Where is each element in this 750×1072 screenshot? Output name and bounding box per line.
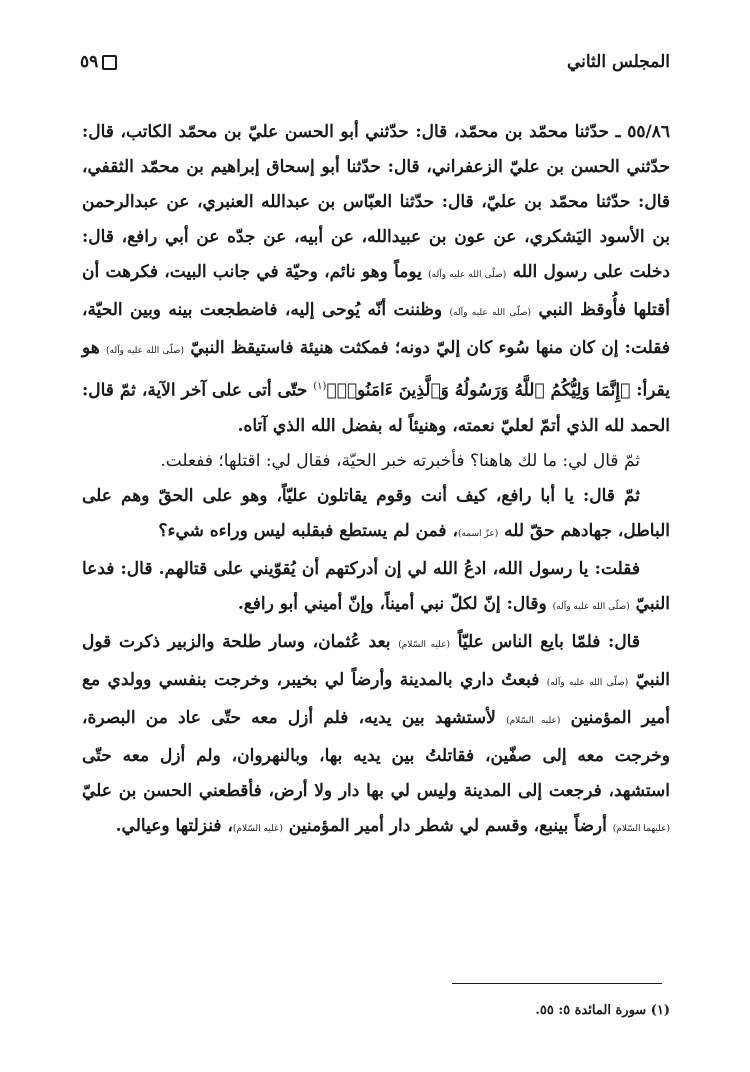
honorific: (عليهما السّلام) [612,823,670,834]
footnote-divider [452,983,662,984]
paragraph-3-text: ثمّ قال: يا أبا رافع، كيف أنت وقوم يقاتلون عليّاً، وهو على الحقّ وهم على الباطل، جهادهم حقّ لله [82,485,670,541]
honorific: (صلّى الله عليه وآله) [428,270,507,280]
paragraph-5-text-b: بعد عُثمان، وسار طلحة والزبير ذكرت قول النبيّ [82,631,670,690]
running-title: المجلس الثاني [566,52,670,72]
footnote: (١) سورة المائدة ٥: ٥٥. [535,1003,670,1018]
square-ornament-icon [102,55,117,70]
paragraph-5-text-d: لأستشهد بين يديه، فلم أزل معه حتّى عاد من البصرة، وخرجت معه إلى صفّين، فقاتلتُ بين يديه بها، وبالنهروان، ولم أزل معه حتّى استشهد، فرجعت إلى المدينة وليس لي بها دار ولا أرض، فأقطعني الحسن بن عليّ [82,707,670,801]
paragraph-4 [82,552,670,625]
honorific: (صلّى الله عليه وآله) [546,677,629,688]
paragraph-3-text-b: ، فمن لم يستطع فبقلبه ليس وراءه شيء؟ [158,520,458,541]
honorific: (عليه السّلام) [232,823,283,834]
paragraph-5-text-a: قال: فلمّا بايع الناس عليّاً [450,631,640,652]
page-header [80,42,670,82]
paragraph-5 [82,625,670,847]
paragraph-5-text-c: فبعتُ داري بالمدينة وأرضاً لي بخيبر، وخرجت بنفسي وولدي مع أمير المؤمنين [82,669,670,728]
paragraph-2-text: ثمّ قال لي: ما لك هاهنا؟ فأخبرته خبر الحيّة، فقال لي: اقتلها؛ ففعلت. [160,450,640,471]
hadith-text-a: حدّثنا محمّد بن محمّد، قال: حدّثني أبو الحسن عليّ بن محمّد الكاتب، قال: حدّثني الحسن بن عليّ الزعفراني، قال: حدّثنا أبو إسحاق إبراهيم بن محمّد الثقفي، قال: حدّثنا محمّد بن عليّ، قال: حدّثنا العبّاس بن عبدالله العنبري، عن عبدالرحمن بن الأسود اليَشكري، عن عون بن عبيدالله، عن أبيه، عن جدّه عن أبي رافع، قال: دخلت على رسول الله [82,122,670,282]
paragraph-5-text-f: ، فنزلتها وعيالي. [115,815,233,836]
hadith-text-b: يوماً وهو نائم، وحيّة في جانب البيت، فكرهت أن أقتلها فأُوقظ النبي [82,262,670,320]
hadith-text-e: حتّى أتى على آخر الآية، ثمّ قال: الحمد لله الذي أتمّ لعليّ نعمته، وهنيئاً له بفضل الله الذي آتاه. [82,380,670,436]
paragraph-2 [82,444,670,479]
hadith-text-c: وظننت أنّه يُوحى إليه، فاضطجعت بينه وبين الحيّة، فقلت: إن كان منها سُوء كان إليّ دونه؛ فمكثت هنيئة فاستيقظ النبيّ [82,300,670,358]
quran-verse: ﴿إِنَّمَا وَلِيُّكُمُ ٱللَّهُ وَرَسُولُهُ وَٱلَّذِينَ ءَامَنُوا۟﴾ [326,380,631,401]
honorific: (صلّى الله عليه وآله) [552,601,630,612]
paragraph-5-text-e: أرضاً بينبع، وقسم لي شطر دار أمير المؤمنين [282,815,613,836]
honorific: (صلّى الله عليه وآله) [106,346,185,356]
paragraph-4-text-b: وقال: إنّ لكلّ نبي أميناً، وإنّ أميني أبو رافع. [237,593,553,614]
page-number-value: ٥٩ [80,52,99,72]
honorific: (عليه السّلام) [398,639,450,650]
body-text [82,115,670,847]
honorific: (صلّى الله عليه وآله) [449,308,532,318]
honorific: (عزّ اسمه) [457,528,499,539]
paragraph-4-text-a: فقلت: يا رسول الله، ادعُ الله لي إن أدركتهم أن يُقوّيني على قتالهم. قال: فدعا النبيّ [82,558,670,614]
page-number [80,52,117,72]
hadith-number: ٥٥/٨٦ ـ [615,122,671,142]
paragraph-hadith [82,115,670,444]
hadith-text-d: هو يقرأ: [82,338,670,401]
paragraph-3 [82,479,670,552]
footnote-ref: (١) [313,381,327,392]
honorific: (عليه السّلام) [506,715,561,726]
